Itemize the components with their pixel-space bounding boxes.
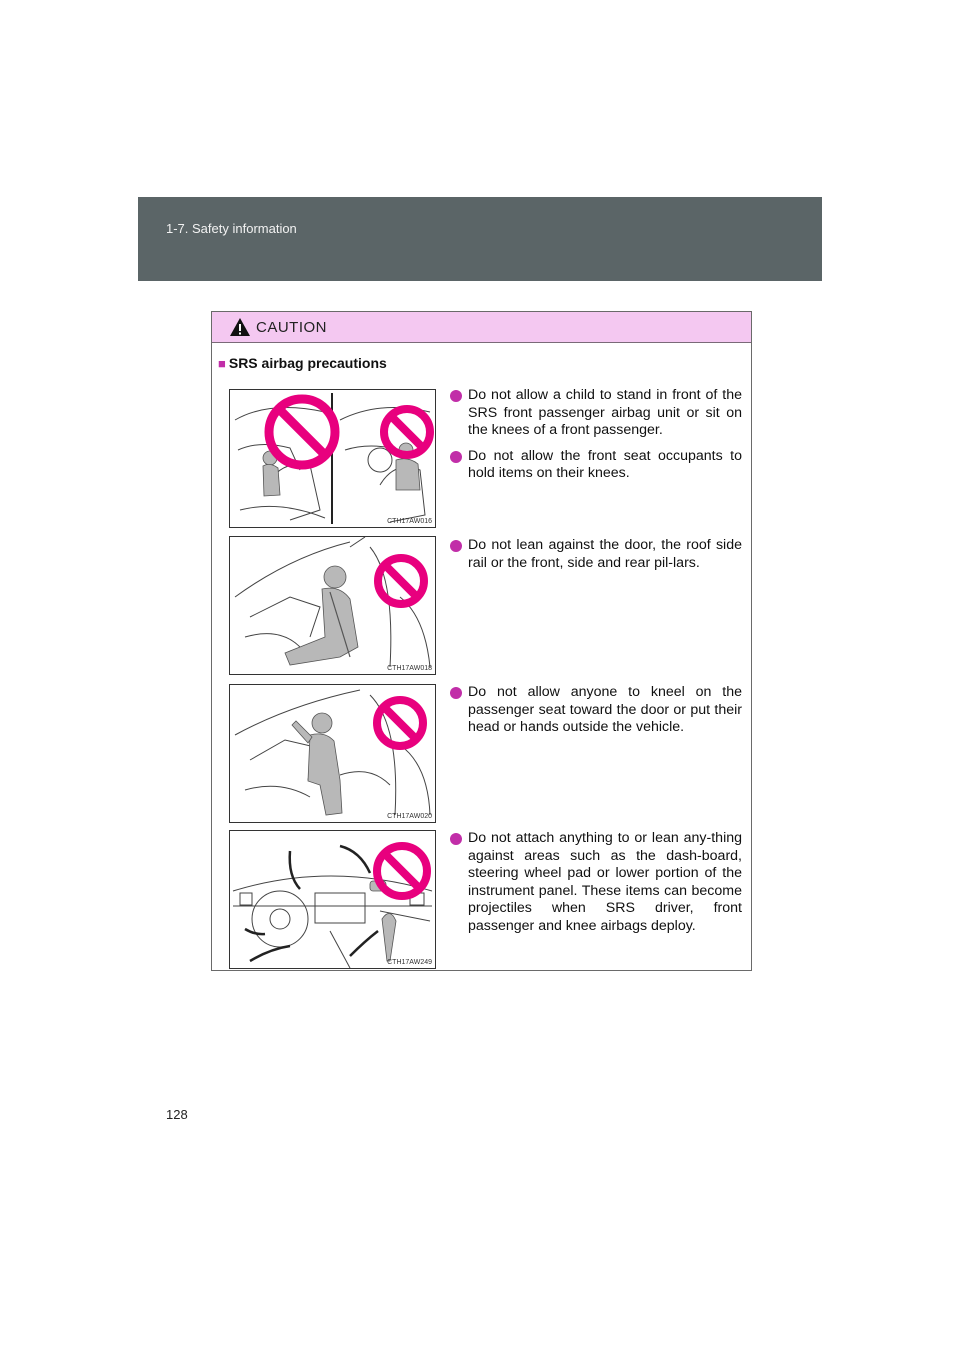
figure-code: CTH17AW018 xyxy=(387,665,432,672)
bullet-dot-icon xyxy=(450,390,462,402)
bullet-dot-icon xyxy=(450,687,462,699)
figure-kneel-on-seat xyxy=(229,684,436,823)
figure-dashboard-items xyxy=(229,830,436,969)
bullet-item: Do not allow the front seat occupants to hold items on their knees. xyxy=(448,448,742,483)
figure-code: CTH17AW249 xyxy=(387,959,432,966)
bullet-group-1 xyxy=(448,387,742,491)
subheading-text: SRS airbag precautions xyxy=(228,355,387,371)
bullet-group-3 xyxy=(448,684,742,745)
section-title: 1-7. Safety information xyxy=(166,221,297,236)
caution-subheading xyxy=(218,355,387,371)
square-bullet-icon: ■ xyxy=(218,356,226,371)
caution-header xyxy=(212,312,751,343)
prohibition-sign-icon xyxy=(377,700,423,746)
prohibition-sign-icon xyxy=(377,846,427,896)
figure-lean-against-door xyxy=(229,536,436,675)
page-number: 128 xyxy=(166,1107,188,1122)
header-band xyxy=(138,197,822,281)
warning-triangle-icon xyxy=(229,317,251,337)
caution-title: CAUTION xyxy=(256,319,327,336)
figure-code: CTH17AW016 xyxy=(387,518,432,525)
bullet-dot-icon xyxy=(450,451,462,463)
prohibition-sign-icon xyxy=(269,399,335,465)
bullet-item: Do not attach anything to or lean any-thing against areas such as the dash-board, steering wheel pad or lower portion of the instrument panel. These items can become projectiles when SRS driver, front passenger and knee airbags deploy. xyxy=(448,830,742,936)
bullet-group-2 xyxy=(448,537,742,580)
figure-child-front-seat xyxy=(229,389,436,528)
bullet-item: Do not allow a child to stand in front of the SRS front passenger airbag unit or sit on the knees of a front passenger. xyxy=(448,387,742,440)
bullet-item: Do not allow anyone to kneel on the passenger seat toward the door or put their head or hands outside the vehicle. xyxy=(448,684,742,737)
bullet-group-4 xyxy=(448,830,742,944)
bullet-dot-icon xyxy=(450,833,462,845)
bullet-dot-icon xyxy=(450,540,462,552)
bullet-item: Do not lean against the door, the roof side rail or the front, side and rear pil-lars. xyxy=(448,537,742,572)
caution-box xyxy=(211,311,752,971)
figure-code: CTH17AW020 xyxy=(387,813,432,820)
